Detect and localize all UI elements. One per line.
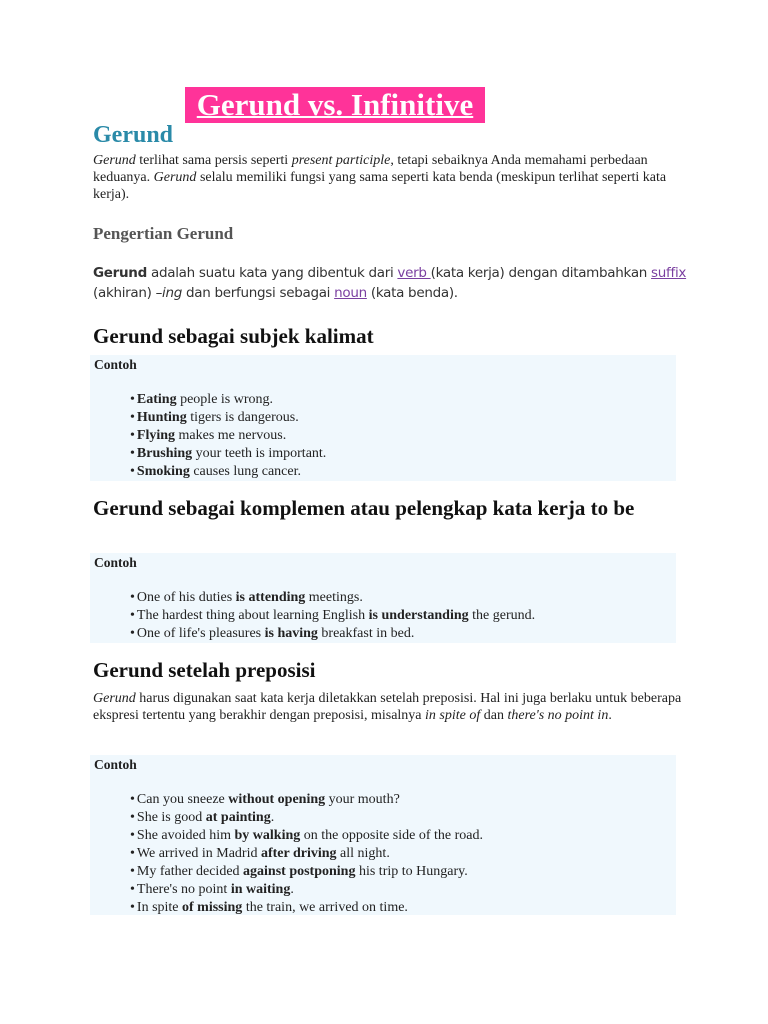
example-box — [90, 553, 676, 643]
list-item: • Can you sneeze without opening your mouth? — [130, 791, 676, 809]
definition-paragraph: Gerund adalah suatu kata yang dibentuk dari verb (kata kerja) dengan ditambahkan suffix (akhiran) –ing dan berfungsi sebagai noun (kata benda). — [93, 265, 687, 301]
list-item: • My father decided against postponing his trip to Hungary. — [130, 863, 676, 881]
suffix-link[interactable]: suffix — [651, 265, 687, 281]
list-item: • One of his duties is attending meetings. — [130, 589, 676, 607]
example-box — [90, 355, 676, 481]
document-title: Gerund vs. Infinitive — [185, 87, 485, 123]
list-item: • Eating people is wrong. — [130, 391, 676, 409]
contoh-label: Contoh — [94, 555, 137, 570]
list-item: • There's no point in waiting. — [130, 881, 676, 899]
list-item: • The hardest thing about learning English is understanding the gerund. — [130, 607, 676, 625]
list-item: • One of life's pleasures is having breakfast in bed. — [130, 625, 676, 643]
verb-link[interactable]: verb — [397, 265, 431, 281]
list-item: • Flying makes me nervous. — [130, 427, 676, 445]
pengertian-heading: Pengertian Gerund — [93, 224, 234, 243]
section-heading: Gerund setelah preposisi — [93, 658, 316, 682]
list-item: • Brushing your teeth is important. — [130, 445, 676, 463]
list-item: • In spite of missing the train, we arrived on time. — [130, 899, 676, 917]
gerund-heading: Gerund — [93, 122, 174, 148]
example-list — [130, 391, 676, 481]
section-heading: Gerund sebagai komplemen atau pelengkap kata kerja to be — [93, 496, 635, 520]
example-list — [130, 791, 676, 917]
example-box — [90, 755, 676, 915]
list-item: • Hunting tigers is dangerous. — [130, 409, 676, 427]
contoh-label: Contoh — [94, 757, 137, 772]
list-item: • Smoking causes lung cancer. — [130, 463, 676, 481]
preposition-paragraph: Gerund harus digunakan saat kata kerja diletakkan setelah preposisi. Hal ini juga berlaku untuk beberapa ekspresi tertentu yang berakhir dengan preposisi, misalnya in spite of dan there's no point in. — [93, 691, 682, 723]
contoh-label: Contoh — [94, 357, 137, 372]
intro-paragraph: Gerund terlihat sama persis seperti present participle, tetapi sebaiknya Anda memahami perbedaan keduanya. Gerund selalu memiliki fungsi yang sama seperti kata benda (meskipun terlihat seperti kata kerja). — [93, 153, 667, 202]
list-item: • We arrived in Madrid after driving all night. — [130, 845, 676, 863]
list-item: • She is good at painting. — [130, 809, 676, 827]
noun-link[interactable]: noun — [334, 285, 367, 301]
section-heading: Gerund sebagai subjek kalimat — [93, 324, 374, 348]
example-list — [130, 589, 676, 643]
list-item: • She avoided him by walking on the opposite side of the road. — [130, 827, 676, 845]
